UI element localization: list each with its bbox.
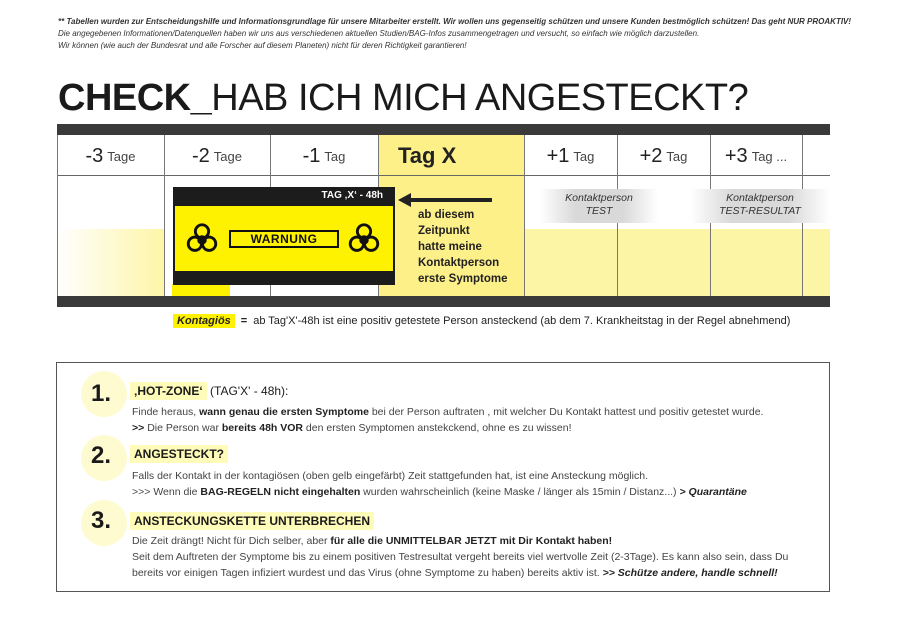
page-title [58, 76, 748, 120]
badge-line: TEST-RESULTAT [719, 205, 801, 217]
disclaimer-line-1: ** Tabellen wurden zur Entscheidungshilfe und Informationsgrundlage für unsere Mitarbeiter erstellt. Wir wollen uns gegenseitig schützen und unsere Kunden bestmöglich schützen! Das geht NUR PROAKTIV! [58, 17, 852, 26]
day-unit: Tage [107, 148, 136, 164]
warning-box [173, 187, 395, 285]
step-line: Falls der Kontakt in der kontagiösen (oben gelb eingefärbt) Zeit stattgefunden hat, ist eine Ansteckung möglich. [132, 470, 648, 482]
step-body [132, 404, 822, 436]
text-run: Finde heraus, [132, 406, 200, 418]
steps-box [56, 362, 830, 592]
disclaimer [58, 16, 858, 52]
text-run: wurden wahrscheinlich (keine Maske / länger als 15min / Distanz...) [360, 486, 680, 498]
step-number: 1. [91, 380, 112, 407]
step-line: Seit dem Auftreten der Symptome bis zu einem positiven Testresultat vergeht bereits viel wertvolle Zeit (2-3Tage). Es kann also sein, dass Du [132, 551, 789, 563]
note-line: hatte meine [418, 241, 482, 253]
step-heading-highlight: ANSTECKUNGSKETTE UNTERBRECHEN [130, 512, 374, 530]
warning-header: TAG ‚X‘ - 48h [321, 190, 383, 201]
text-run-bold: für alle die UNMITTELBAR JETZT mit Dir Kontakt haben! [330, 535, 613, 547]
badge-line: Kontaktperson [565, 192, 633, 204]
text-run-emphasis: >> Schütze andere, handle schnell! [602, 567, 778, 579]
step-line [132, 404, 822, 420]
text-run: bei der Person auftraten , mit welcher Du Kontakt hattest und positiv getestet wurde. [368, 406, 764, 418]
day-number: +3 [724, 144, 748, 167]
text-run-bold: >> [132, 422, 148, 434]
step-heading-rest: (TAG'X' - 48h): [206, 384, 289, 398]
step-line [132, 420, 822, 436]
day-header-plus-3 [710, 138, 802, 174]
day-number: +2 [639, 144, 663, 167]
text-run: Die Zeit drängt! Nicht für Dich selber, aber [132, 535, 331, 547]
day-unit: Tag [666, 148, 688, 164]
timeline-bottom-bar [57, 296, 830, 307]
day-number: Tag X [398, 143, 457, 168]
day-unit: Tage [213, 148, 242, 164]
day-header-minus-1 [270, 138, 378, 174]
note-line: Kontaktperson [418, 257, 500, 269]
day-header-minus-2 [164, 138, 270, 174]
day-number: -3 [85, 144, 104, 167]
step-heading-highlight: ‚HOT-ZONE‘ [130, 382, 207, 400]
contact-test-badge [540, 189, 658, 223]
day-number: +1 [546, 144, 570, 167]
day-number: -1 [302, 144, 321, 167]
text-run-bold: bereits 48h VOR [221, 422, 304, 434]
day-unit: Tag [573, 148, 595, 164]
day-unit: Tag ... [751, 148, 788, 164]
biohazard-icon [183, 220, 221, 258]
text-run: den ersten Symptomen anstekckend, ohne es zu wissen! [303, 422, 572, 434]
title-bold: CHECK_ [58, 77, 212, 119]
contagious-tag: Kontagiös [173, 314, 235, 328]
day-number: -2 [192, 144, 210, 167]
symptom-onset-note [418, 207, 523, 287]
day-header-plus-2 [617, 138, 710, 174]
step-heading [130, 513, 374, 529]
step-line [132, 533, 822, 549]
step-body [132, 468, 822, 500]
text-run: >>> Wenn die [132, 486, 201, 498]
timeline-header-divider [57, 175, 830, 176]
step-number: 2. [91, 442, 112, 469]
contagious-legend [173, 315, 790, 327]
day-header-plus-1 [524, 138, 617, 174]
note-line: Zeitpunkt [418, 225, 470, 237]
step-body [132, 533, 822, 581]
title-light: HAB ICH MICH ANGESTECKT? [211, 77, 749, 119]
arrow-head-icon [398, 193, 411, 207]
text-run-emphasis: > Quarantäne [679, 486, 747, 498]
note-line: ab diesem [418, 209, 475, 221]
step-heading [130, 446, 228, 462]
legend-equals: = [240, 315, 248, 327]
step-line [132, 565, 822, 581]
step-heading [130, 383, 288, 399]
biohazard-icon [345, 220, 383, 258]
text-run: bereits vor einigen Tagen infiziert wurdest und das Virus (ohne Symptome zu haben) bereits aktiv ist. [132, 567, 603, 579]
day-header-minus-3 [57, 138, 164, 174]
warning-label: WARNUNG [229, 230, 339, 248]
note-line: erste Symptome [418, 273, 508, 285]
step-heading-highlight: ANGESTECKT? [130, 445, 228, 463]
contact-result-badge [690, 189, 830, 223]
text-run-bold: BAG-REGELN nicht eingehalten [200, 486, 361, 498]
legend-text: ab Tag'X'-48h ist eine positiv getestete Person ansteckend (ab dem 7. Krankheitstag in der Regel abnehmend) [253, 315, 791, 327]
disclaimer-line-3: Wir können (wie auch der Bundesrat und alle Forscher auf diesem Planeten) nicht für deren Richtigkeit garantieren! [58, 41, 467, 50]
step-line [132, 484, 822, 500]
contagious-band-fade [57, 229, 165, 296]
text-run-bold: wann genau die ersten Symptome [199, 406, 369, 418]
contagious-marker [172, 284, 230, 296]
day-unit: Tag [324, 148, 346, 164]
badge-line: TEST [585, 205, 613, 217]
step-number: 3. [91, 507, 112, 534]
day-header-tag-x [378, 138, 524, 174]
timeline-top-bar [57, 124, 830, 135]
warning-panel [175, 206, 393, 271]
text-run: Die Person war [147, 422, 222, 434]
disclaimer-line-2: Die angegebenen Informationen/Datenquellen haben wir uns aus verschiedenen aktuellen Studien/BAG-Infos zusammengetragen und versucht, so einfach wie möglich darzustellen. [58, 29, 700, 38]
badge-line: Kontaktperson [726, 192, 794, 204]
arrow-left-icon [410, 198, 492, 202]
